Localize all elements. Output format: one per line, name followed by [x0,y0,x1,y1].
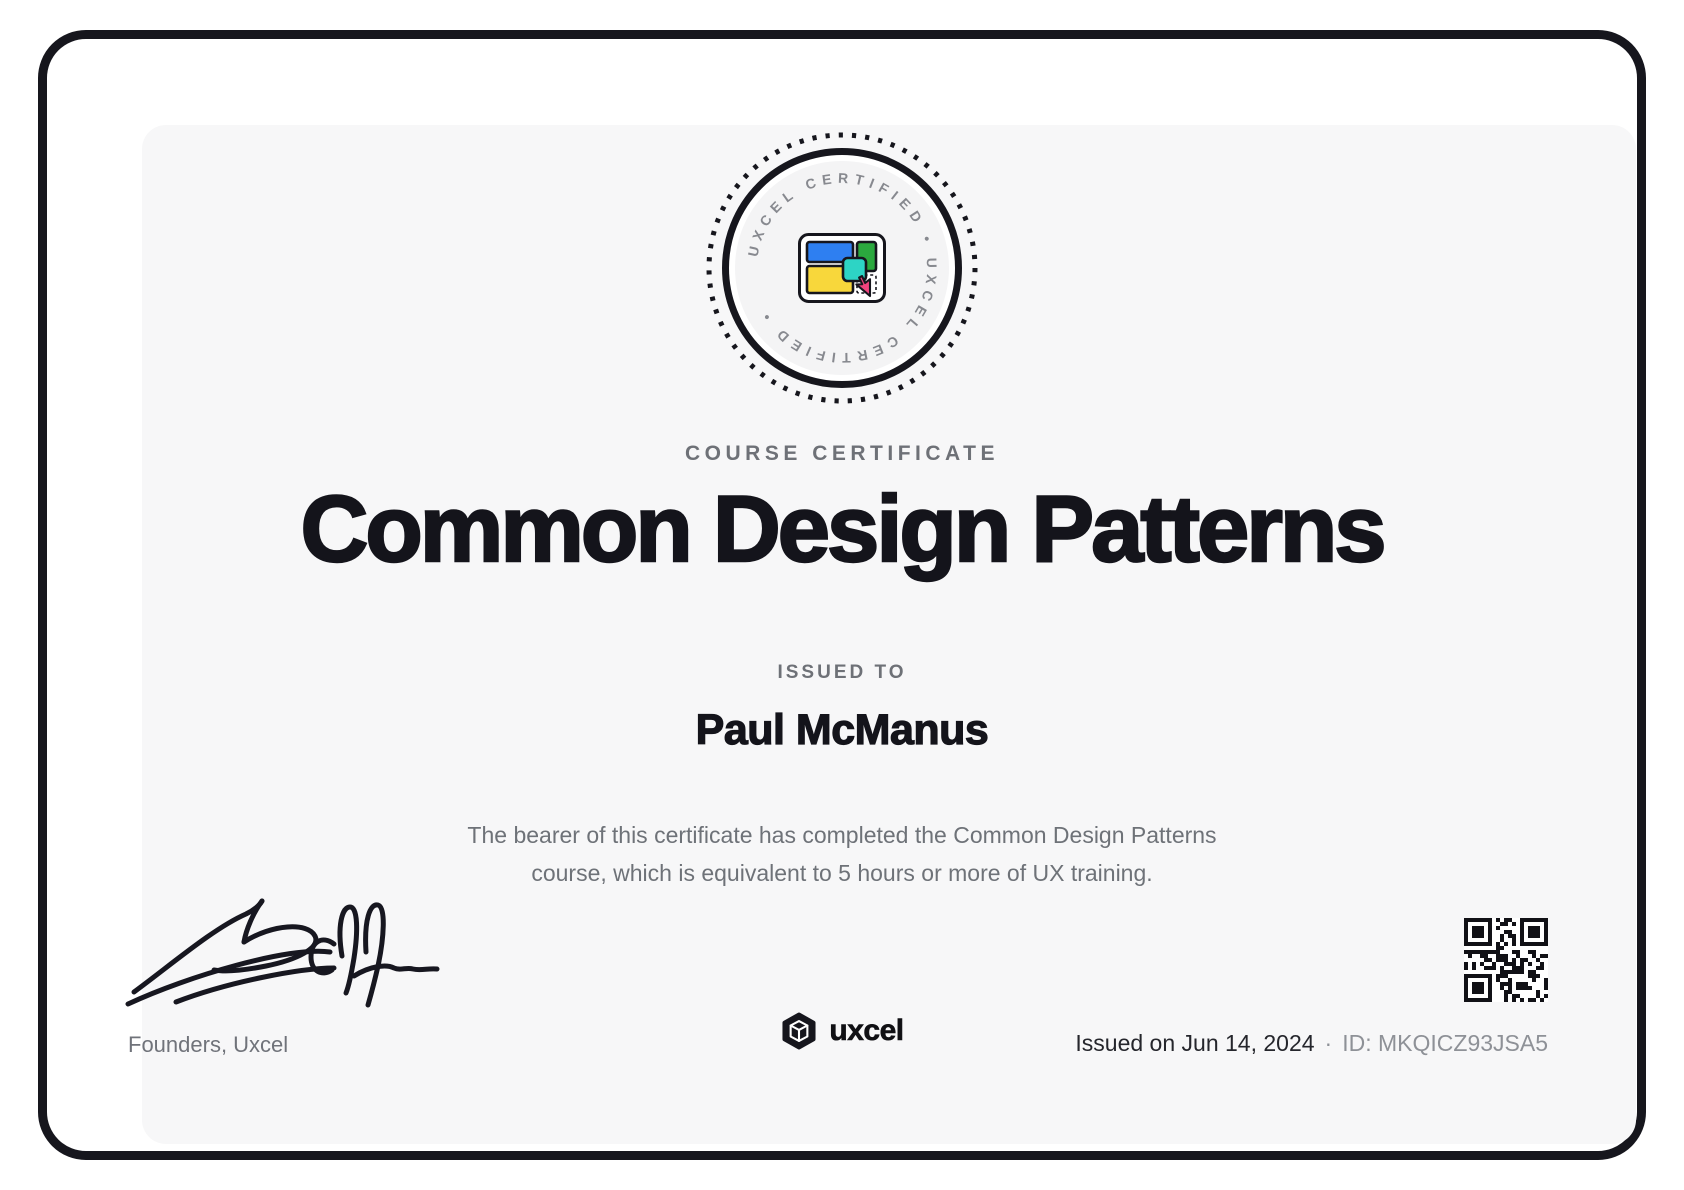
signature-caption: Founders, Uxcel [128,1032,289,1057]
design-patterns-logo-icon [800,235,885,302]
seal-ring-text: UXCEL CERTIFIED • UXCEL CERTIFIED • [744,169,941,367]
qr-code [1464,918,1548,1002]
uxcel-cube-logo-icon [780,1012,818,1050]
issued-to-label: ISSUED TO [777,662,907,683]
issued-on-text: Issued on Jun 14, 2024 [1075,1030,1315,1056]
description-line-2: course, which is equivalent to 5 hours or more of UX training. [531,860,1153,886]
certificate-id: ID: MKQICZ93JSA5 [1342,1030,1548,1056]
signature-2 [311,905,437,1005]
description-line-1: The bearer of this certificate has completed the Common Design Patterns [467,822,1217,848]
issue-info [1075,1030,1548,1057]
founders-signatures [118,880,448,1028]
recipient-name: Paul McManus [695,706,989,754]
uxcel-certified-seal-icon [702,128,982,408]
course-certificate-label: COURSE CERTIFICATE [685,442,999,465]
dot-separator: · [1324,1030,1333,1056]
course-title: Common Design Patterns [300,476,1384,581]
signature-1 [128,901,334,1004]
uxcel-wordmark: uxcel [829,1014,904,1047]
